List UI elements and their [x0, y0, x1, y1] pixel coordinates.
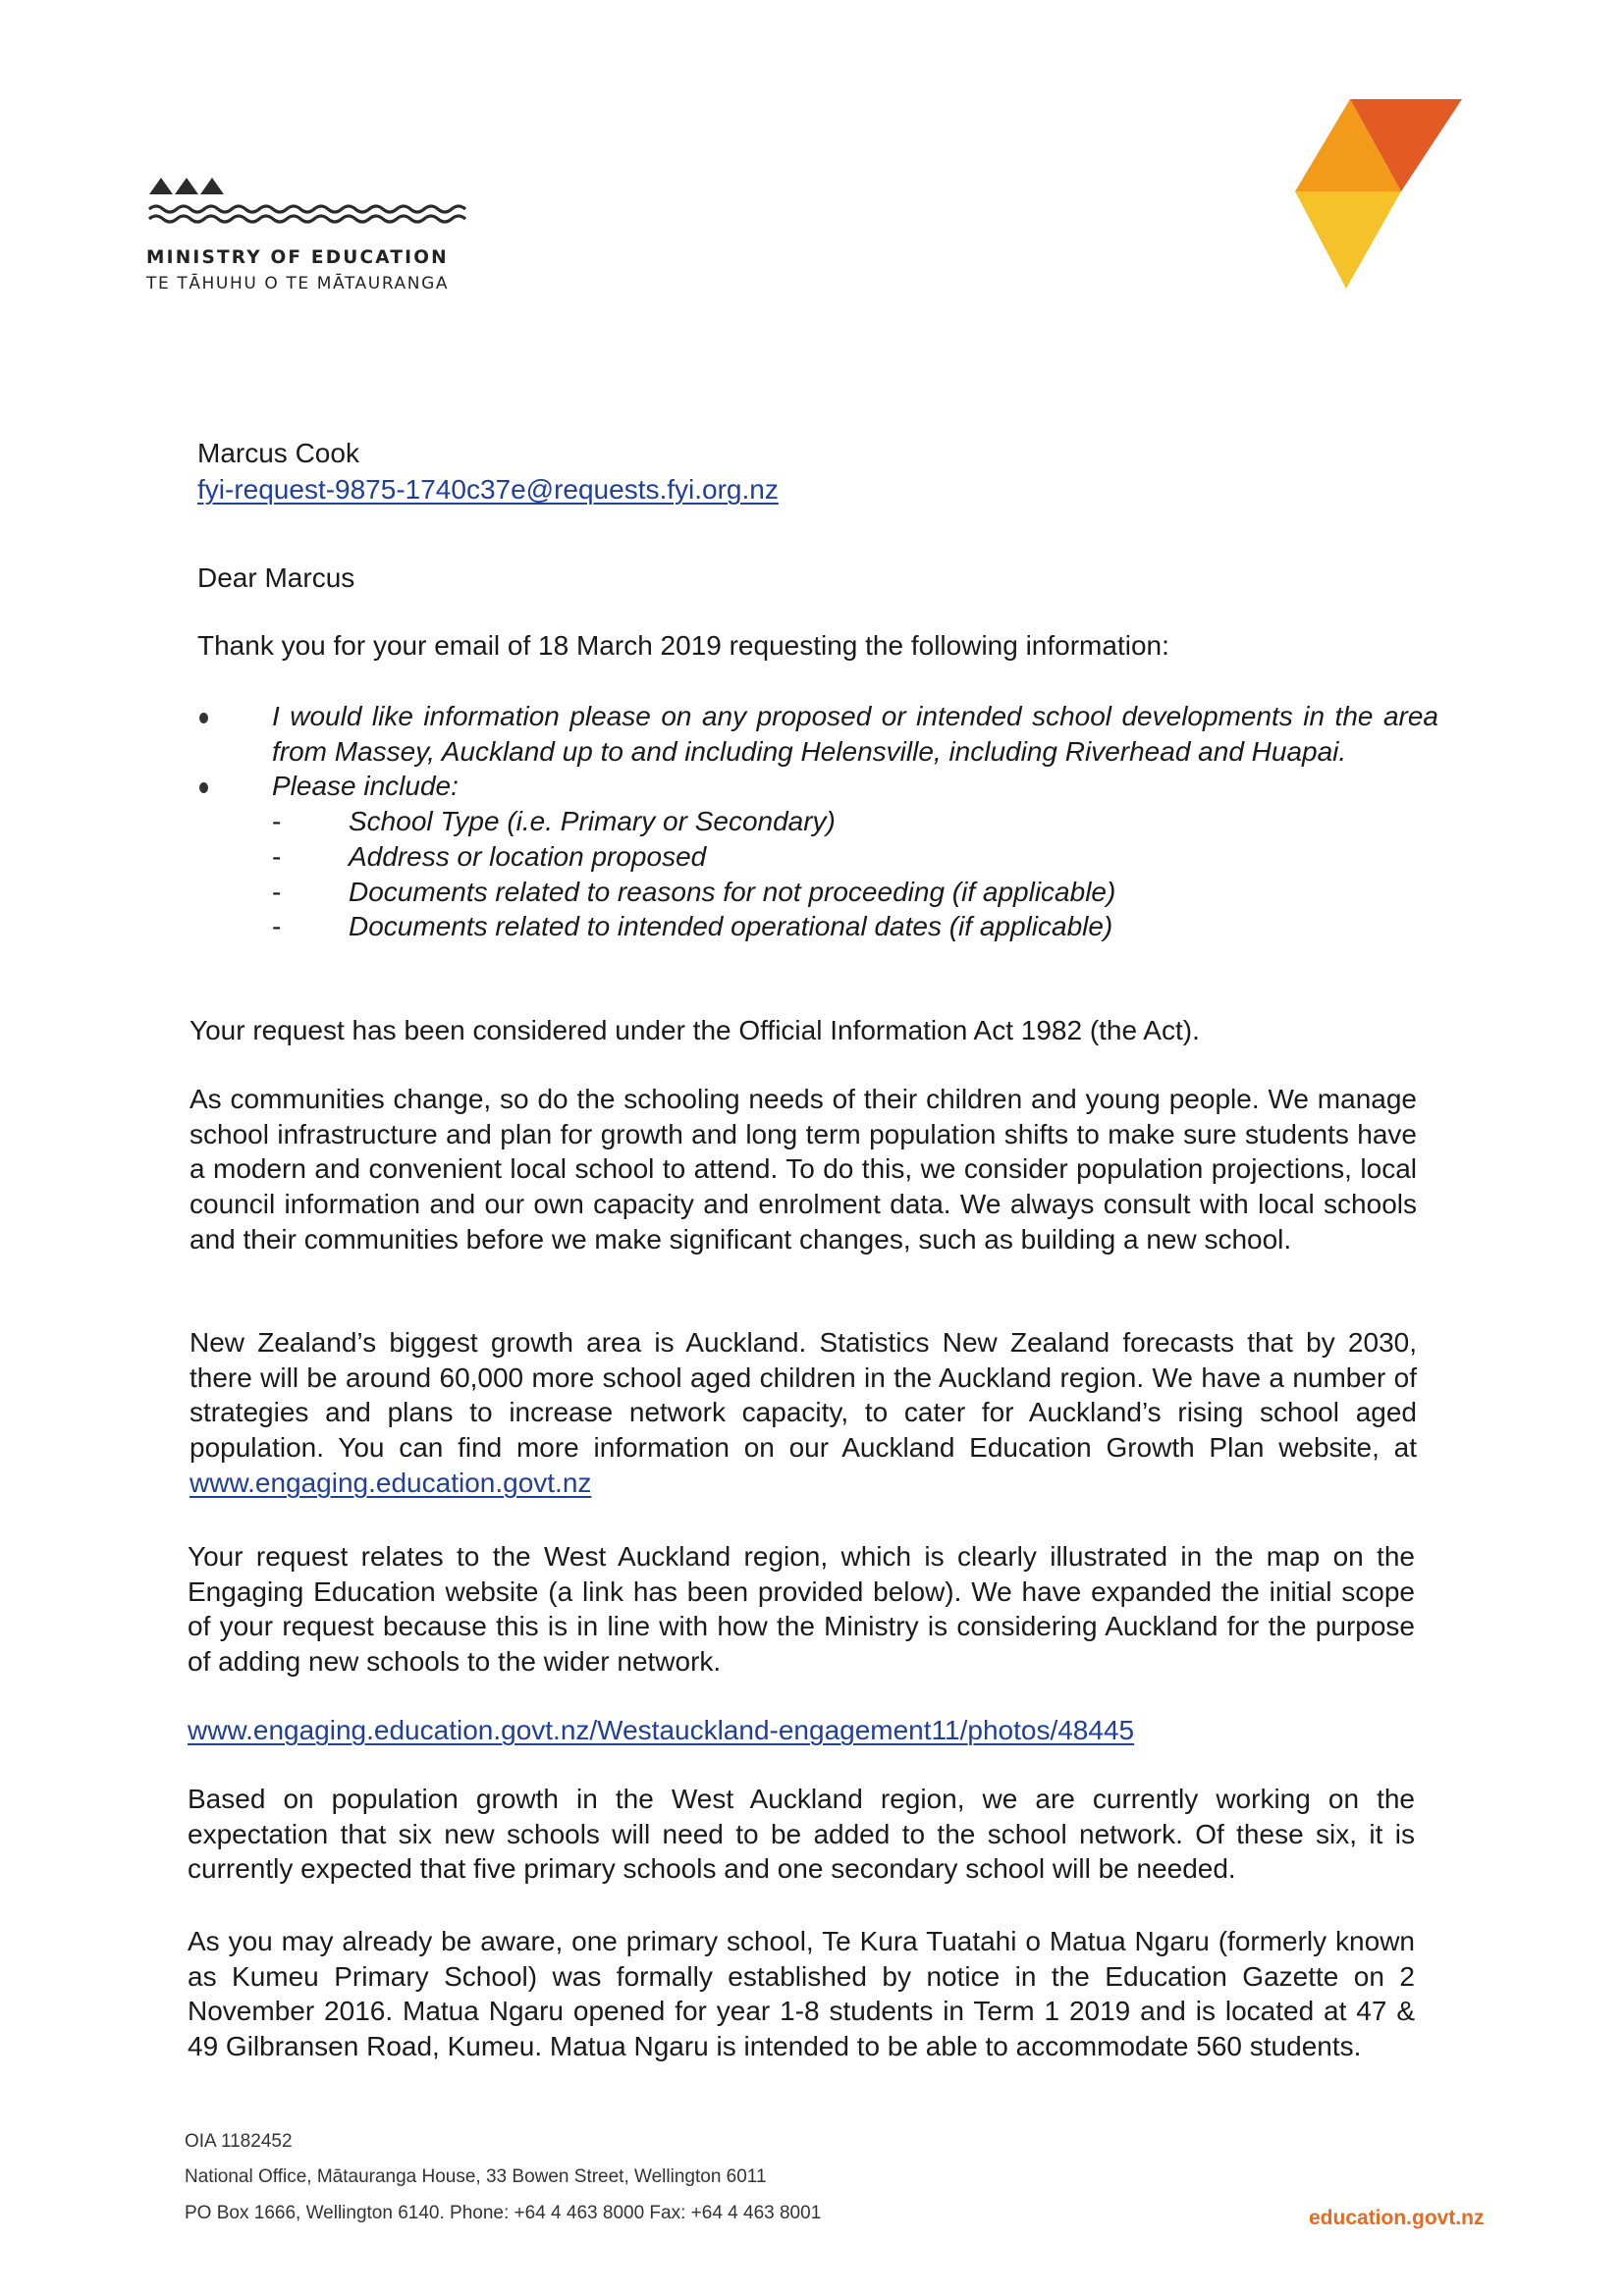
dash-icon: - — [272, 911, 282, 942]
triangle-brand-mark-icon — [1293, 96, 1462, 291]
organisation-name-maori: TE TĀHUHU O TE MĀTAURANGA — [146, 274, 450, 294]
paragraph-new-schools: Based on population growth in the West Auckland region, we are currently working on the expectation that six new schools will need to be added to the school network. Of these six, it is currently expected that five primary schools and one secondary school will be needed. — [188, 1784, 1415, 1885]
dash-icon: - — [272, 876, 282, 907]
engaging-education-link[interactable]: www.engaging.education.govt.nz — [189, 1467, 592, 1498]
footer-website-link[interactable]: education.govt.nz — [1309, 2207, 1485, 2229]
salutation: Dear Marcus — [197, 562, 355, 593]
footer-address: National Office, Mātauranga House, 33 Bowen Street, Wellington 6011 — [185, 2166, 767, 2187]
dash-icon: - — [272, 806, 282, 837]
recipient-name: Marcus Cook — [197, 438, 359, 468]
request-item: Please include: — [191, 769, 1438, 804]
recipient-email-link[interactable]: fyi-request-9875-1740c37e@requests.fyi.org.nz — [197, 474, 779, 505]
bullet-icon — [199, 713, 208, 723]
paragraph-auckland-growth: New Zealand’s biggest growth area is Auckland. Statistics New Zealand forecasts that by 2030, there will be around 60,000 more school aged children in the Auckland region. We have a number of strategies and plans to increase network capacity, to cater for Auckland’s rising school aged population. You can find more information on our Auckland Education Growth Plan website, at www.engaging.education.govt.nz — [189, 1327, 1417, 1498]
request-list — [191, 699, 1438, 944]
request-subitem: - Address or location proposed — [191, 839, 1438, 875]
paragraph-schooling-needs: As communities change, so do the schooling needs of their children and young people. We manage school infrastructure and plan for growth and long term population shifts to make sure students have a modern and convenient local school to attend. To do this, we consider population projections, local council information and our own capacity and enrolment data. We always consult with local schools and their communities before we make significant changes, such as building a new school. — [189, 1084, 1417, 1255]
west-auckland-map-link[interactable]: www.engaging.education.govt.nz/Westauckland-engagement11/photos/48445 — [188, 1715, 1135, 1745]
request-subitem: - Documents related to intended operational dates (if applicable) — [191, 909, 1438, 944]
paragraph-matua-ngaru: As you may already be aware, one primary school, Te Kura Tuatahi o Matua Ngaru (formerly known as Kumeu Primary School) was formally established by notice in the Education Gazette on 2 November 2016. Matua Ngaru opened for year 1-8 students in Term 1 2019 and is located at 47 & 49 Gilbransen Road, Kumeu. Matua Ngaru is intended to be able to accommodate 560 students. — [188, 1926, 1415, 2062]
request-subitem: - School Type (i.e. Primary or Secondary) — [191, 804, 1438, 839]
request-subitem: - Documents related to reasons for not proceeding (if applicable) — [191, 875, 1438, 910]
dash-icon: - — [272, 840, 282, 872]
organisation-name: MINISTRY OF EDUCATION — [146, 247, 449, 268]
footer-contact: PO Box 1666, Wellington 6140. Phone: +64 4 463 8000 Fax: +64 4 463 8001 — [185, 2203, 822, 2223]
paragraph-oia-act: Your request has been considered under the Official Information Act 1982 (the Act). — [189, 1015, 1200, 1045]
bullet-icon — [199, 782, 208, 793]
paragraph-west-auckland: Your request relates to the West Auckland region, which is clearly illustrated in the map on the Engaging Education website (a link has been provided below). We have expanded the initial scope of your request because this is in line with how the Ministry is considering Auckland for the purpose of adding new schools to the wider network. — [188, 1541, 1415, 1678]
request-item: I would like information please on any proposed or intended school developments in the area from Massey, Auckland up to and including Helensville, including Riverhead and Huapai. — [191, 699, 1438, 769]
intro-text: Thank you for your email of 18 March 2019 requesting the following information: — [197, 630, 1169, 661]
oia-reference: OIA 1182452 — [185, 2131, 293, 2152]
mountains-and-waves-icon — [146, 175, 480, 234]
